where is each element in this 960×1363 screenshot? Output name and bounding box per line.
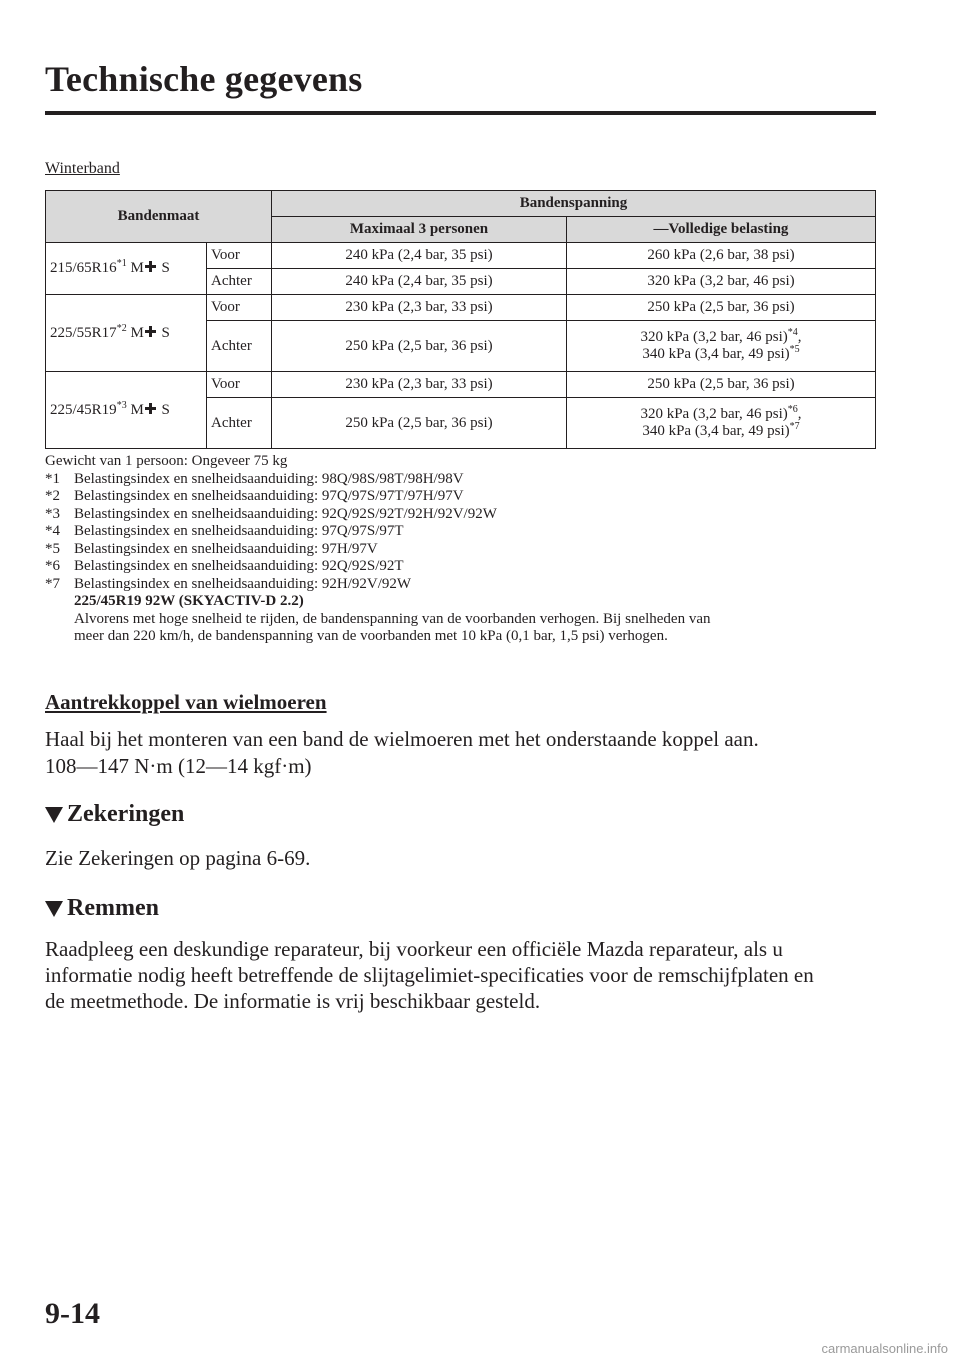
footnote-ref: *4 [787,327,798,338]
pressure-value: 250 kPa (2,5 bar, 36 psi) [272,321,567,372]
torque-text: Haal bij het monteren van een band de wielmoeren met het onderstaande koppel aan. [45,727,759,751]
axle-label: Achter [207,398,272,449]
axle-label: Achter [207,269,272,295]
header-pressure: Bandenspanning [272,191,876,217]
footnotes [45,453,885,646]
footnote-subtitle: 225/45R19 92W (SKYACTIV-D 2.2) [74,593,304,609]
pressure-value: 340 kPa (3,4 bar, 49 psi) [642,423,790,439]
pressure-value: 320 kPa (3,2 bar, 46 psi) [640,329,788,345]
pressure-value-multi: 320 kPa (3,2 bar, 46 psi)$^{*6}$, 340 kPa (3,4 bar, 49 psi)$^{*7}$ [567,398,876,449]
pressure-value: 320 kPa (3,2 bar, 46 psi) [640,406,788,422]
page-number: 9-14 [45,1297,100,1330]
axle-label: Voor [207,295,272,321]
tire-pressure-table [45,190,876,449]
footnote-ref: *1 [116,258,127,269]
table-header-row [46,191,876,217]
brakes-text: Raadpleeg een deskundige reparateur, bij voorkeur een officiële Mazda reparateur, als u [45,937,783,961]
plus-icon [145,261,155,271]
footnote: *2 Belastingsindex en snelheidsaanduiding: 97Q/97S/97T/97H/97V [45,488,464,504]
triangle-down-icon [45,901,63,917]
pressure-value: 230 kPa (2,3 bar, 33 psi) [272,295,567,321]
fuses-text: Zie Zekeringen op pagina 6-69. [45,846,311,870]
axle-label: Voor [207,372,272,398]
plus-icon [145,326,155,336]
footnote-ref: *6 [787,404,798,415]
footnote-ref: *5 [789,344,800,355]
pressure-value-multi: 320 kPa (3,2 bar, 46 psi)$^{*4}$, 340 kPa (3,4 bar, 49 psi)$^{*5}$ [567,321,876,372]
tire-size: 225/45R19 [50,401,117,418]
header-tire-size: Bandenmaat [46,191,272,243]
triangle-down-icon [45,807,63,823]
brakes-heading: Remmen [45,895,159,922]
fuses-heading: Zekeringen [45,801,184,828]
s-label: S [161,260,170,276]
torque-value: 108―147 N·m (12―14 kgf·m) [45,754,312,778]
pressure-value: 340 kPa (3,4 bar, 49 psi) [642,346,790,362]
footnote-ref: *2 [116,322,127,334]
title-divider [45,111,876,115]
pressure-value: 250 kPa (2,5 bar, 36 psi) [567,372,876,398]
tire-size: 225/55R17 [50,324,117,341]
footnote: *4 Belastingsindex en snelheidsaanduiding: 97Q/97S/97T [45,523,404,539]
table-row [46,243,876,269]
footnote: *6 Belastingsindex en snelheidsaanduiding: 92Q/92S/92T [45,558,404,574]
footnote: *5 Belastingsindex en snelheidsaanduiding: 97H/97V [45,540,378,557]
pressure-value: 260 kPa (2,6 bar, 38 psi) [567,243,876,269]
winter-tire-label: Winterband [45,160,120,177]
s-label: S [161,401,170,418]
plus-icon [145,403,155,413]
pressure-value: 240 kPa (2,4 bar, 35 psi) [272,269,567,295]
table-row [46,372,876,398]
watermark: carmanualsonline.info [821,1341,948,1356]
footnote-ref: *7 [789,421,800,432]
footnote: *1 Belastingsindex en snelheidsaanduiding: 98Q/98S/98T/98H/98V [45,470,464,487]
brakes-text: de meetmethode. De informatie is vrij beschikbaar gesteld. [45,989,541,1013]
footnote-ref: *3 [116,399,127,411]
brakes-text: informatie nodig heeft betreffende de slijtagelimiet-specificaties voor de remschijfplaten en [45,963,814,987]
weight-note: Gewicht van 1 persoon: Ongeveer 75 kg [45,453,288,469]
pressure-value: 250 kPa (2,5 bar, 36 psi) [567,295,876,321]
header-max3: Maximaal 3 personen [272,217,567,243]
footnote: *7 Belastingsindex en snelheidsaanduiding: 92H/92V/92W [45,575,412,592]
s-label: S [161,324,170,341]
m-label: M [130,324,144,341]
footnote-text: Alvorens met hoge snelheid te rijden, de bandenspanning van de voorbanden verhogen. Bij snelheden van [74,610,711,627]
footnote-text: meer dan 220 km/h, de bandenspanning van de voorbanden met 10 kPa (0,1 bar, 1,5 psi) verhogen. [74,628,668,644]
axle-label: Voor [207,243,272,269]
footnote: *3 Belastingsindex en snelheidsaanduiding: 92Q/92S/92T/92H/92V/92W [45,505,497,522]
tire-size: 215/65R16 [50,260,117,276]
pressure-value: 320 kPa (3,2 bar, 46 psi) [567,269,876,295]
pressure-value: 230 kPa (2,3 bar, 33 psi) [272,372,567,398]
m-label: M [130,401,144,418]
table-row [46,295,876,321]
m-label: M [130,260,144,276]
pressure-value: 250 kPa (2,5 bar, 36 psi) [272,398,567,449]
torque-heading: Aantrekkoppel van wielmoeren [45,690,327,714]
tire-size-cell [46,295,207,372]
pressure-value: 240 kPa (2,4 bar, 35 psi) [272,243,567,269]
header-full-load: ―Volledige belasting [567,217,876,243]
tire-size-cell [46,243,207,295]
tire-size-cell [46,372,207,449]
axle-label: Achter [207,321,272,372]
page-title: Technische gegevens [45,59,363,99]
